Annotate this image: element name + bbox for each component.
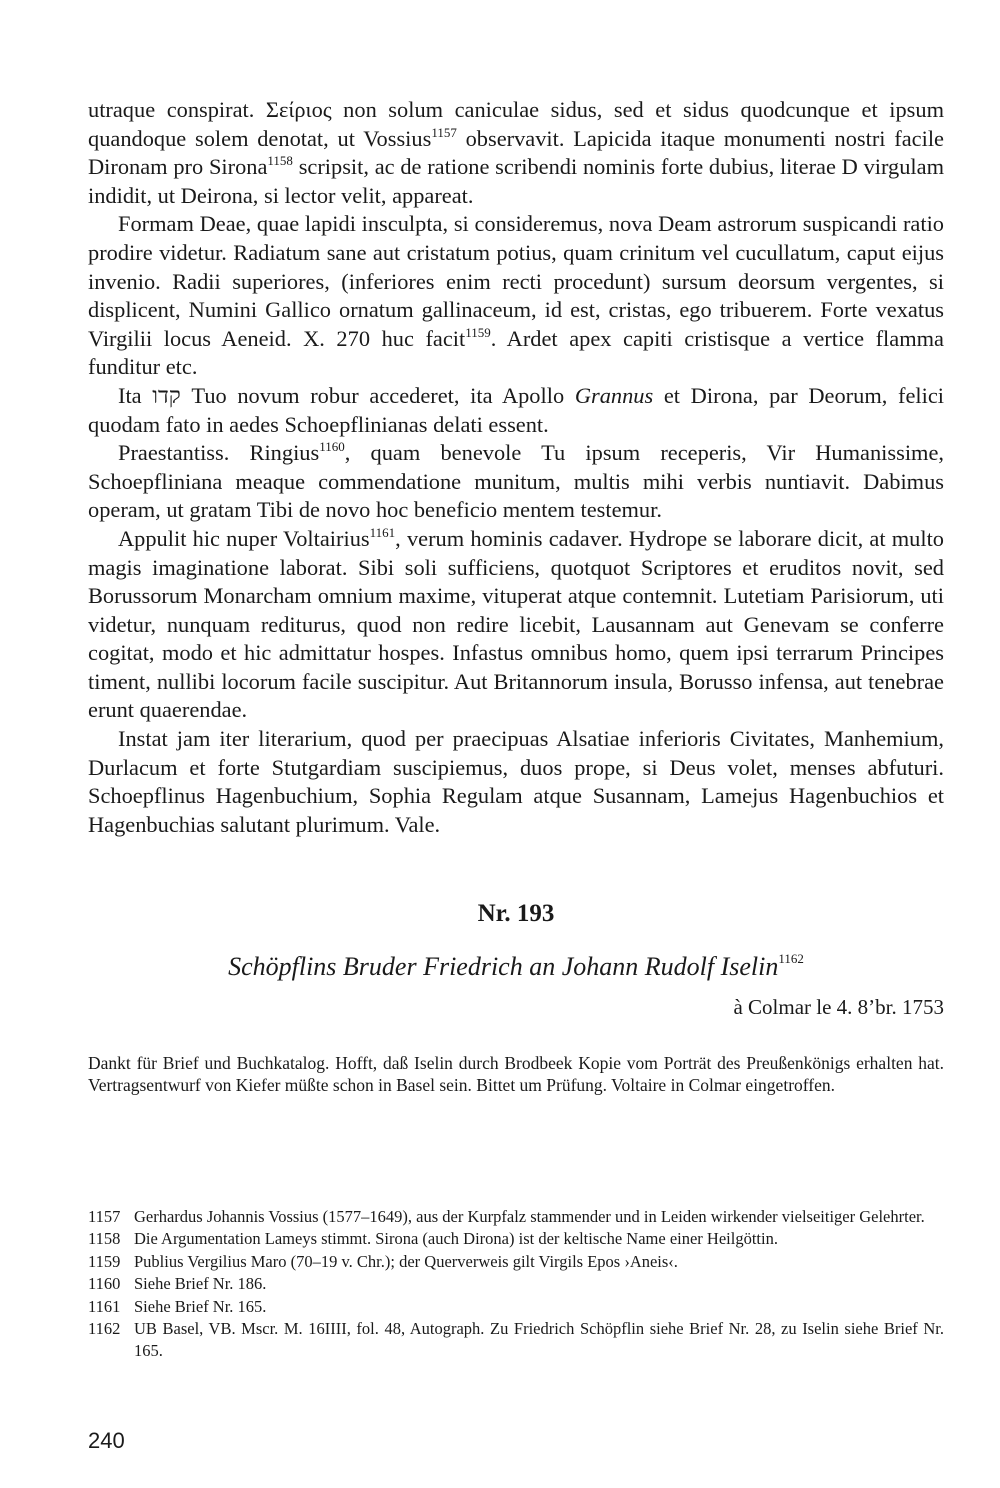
hebrew-word: קדו [152,382,181,408]
footnote [88,1273,944,1295]
text-run: Appulit hic nuper Voltairius [118,525,370,551]
footnote-ref[interactable]: 1161 [369,524,396,540]
letter-body [88,96,944,839]
letter-heading [88,900,944,928]
footnote-ref[interactable]: 1158 [267,153,293,169]
paragraph [88,382,944,439]
page-number: 240 [88,1428,125,1453]
footnote-text: UB Basel, VB. Mscr. M. 16IIII, fol. 48, Autograph. Zu Friedrich Schöpflin siehe Brief Nr. 28, zu Iselin siehe Brief Nr. 165. [134,1319,944,1361]
letter-summary: Dankt für Brief und Buchkatalog. Hofft, daß Iselin durch Brodbeek Kopie vom Porträt des Preußenkönigs erhalten hat. Vertragsentwurf von Kiefer müßte schon in Basel sein. Bittet um Prüfung. Voltaire in Colmar eingetroffen. [88,1053,944,1095]
paragraph [88,439,944,525]
text-run: , quam benevole Tu ipsum receperis, Vir Humanissime, Schoepfliniana meaque commendatione munitum, multis mihi verbis nuntiavit. Dabimus operam, ut gratam Tibi de novo hoc beneficio mentem testemur. [88,440,944,523]
text-run: Formam Deae, quae lapidi insculpta, si consideremus, nova Deam astrorum suspicandi ratio prodire videtur. Radiatum sane aut cristatum potius, quam crinitum vel cucullatum, caput eijus invenio. Radii superiores, (inferiores enim recti procedunt) sursum deorsum vergentes, si displicent, Numini Gallico ornatum gallinaceum, id est, cristas, ego tribuerem. Forte vexatus Virgilii locus Aeneid. X. 270 huc facit [88,211,944,351]
text-run: scripsit, ac de ratione scribendi nominis forte dubius, literae D virgulam indidit, ut Deirona, si lector velit, appareat. [88,154,945,208]
footnote-ref[interactable]: 1157 [431,124,457,140]
footnotes [88,1206,944,1363]
footnote-number: 1161 [88,1296,121,1316]
place-date: à Colmar le 4. 8’br. 1753 [733,995,944,1019]
footnote-number: 1160 [88,1274,121,1294]
text-run: Praestantiss. Ringius [118,440,320,466]
letter-title [88,952,944,982]
paragraph [88,525,944,725]
paragraph [88,210,944,382]
text-run: Tuo novum robur accederet, ita Apollo [180,382,575,408]
footnote [88,1251,944,1273]
text-run: . Ardet apex capiti cristisque a vertice flamma funditur etc. [88,325,944,380]
footnote-ref[interactable]: 1159 [465,324,491,340]
text-run: Ita [118,382,153,408]
text-run: , verum hominis cadaver. Hydrope se laborare dicit, at multo magis imaginatione laborat. Sibi soli sufficiens, quotquot Scriptores et eruditos novit, sed Borussorum Monarcham omnium maxime, vituperat atque contemnit. Lutetiam Parisiorum, uti videtur, nunquam rediturus, quod non redire licebit, Lausannam aut Genevam se conferre cogitat, modo et hic admittatur hospes. Infastus omnibus homo, quem ipsi terrarum Principes timent, nullibi locorum facile suscipitur. Aut Britannorum insula, Borusso infensa, aut tenebrae erunt quaerendae. [88,525,945,723]
text-run: Instat jam iter literarium, quod per praecipuas Alsatiae inferioris Civitates, Manhemium, Durlacum et forte Stutgardiam suscipiemus, duos prope, si Deus volet, menses abfuturi. Schoepflinus Hagenbuchium, Sophia Regulam atque Susannam, Lamejus Hagenbuchios et Hagenbuchias salutant plurimum. Vale. [88,726,944,837]
footnote-number: 1162 [88,1319,121,1339]
footnote [88,1228,944,1250]
paragraph [88,96,944,210]
footnote-ref[interactable]: 1162 [778,951,804,966]
footnote-text: Die Argumentation Lameys stimmt. Sirona (auch Dirona) ist der keltische Name einer Heilgöttin. [134,1229,778,1249]
footnote-number: 1157 [88,1207,121,1226]
footnote [88,1206,944,1228]
italic-name: Grannus [574,382,654,408]
letter-number: Nr. 193 [477,900,555,927]
letter-title-text: Schöpflins Bruder Friedrich an Johann Rudolf Iselin [228,952,779,981]
paragraph [88,725,944,839]
footnote-number: 1158 [88,1229,121,1249]
footnote [88,1296,944,1318]
footnote [88,1318,944,1363]
footnote-text: Siehe Brief Nr. 186. [134,1274,267,1294]
footnote-text: Gerhardus Johannis Vossius (1577–1649), aus der Kurpfalz stammender und in Leiden wirkender vielseitiger Gelehrter. [134,1207,925,1226]
footnote-text: Publius Vergilius Maro (70–19 v. Chr.); der Querverweis gilt Virgils Epos ›Aneis‹. [134,1251,678,1271]
footnote-ref[interactable]: 1160 [319,439,345,455]
text-run: utraque conspirat. Σείριος non solum caniculae sidus, sed et sidus quodcunque et ipsum quandoque solem denotat, ut Vossius [88,97,944,151]
footnote-text: Siehe Brief Nr. 165. [134,1296,267,1316]
footnote-number: 1159 [88,1251,121,1271]
text-run: observavit. Lapicida itaque monumenti nostri facile Dironam pro Sirona [88,125,944,180]
text-run: et Dirona, par Deorum, felici quodam fato in aedes Schoepflinianas delati essent. [88,382,944,437]
